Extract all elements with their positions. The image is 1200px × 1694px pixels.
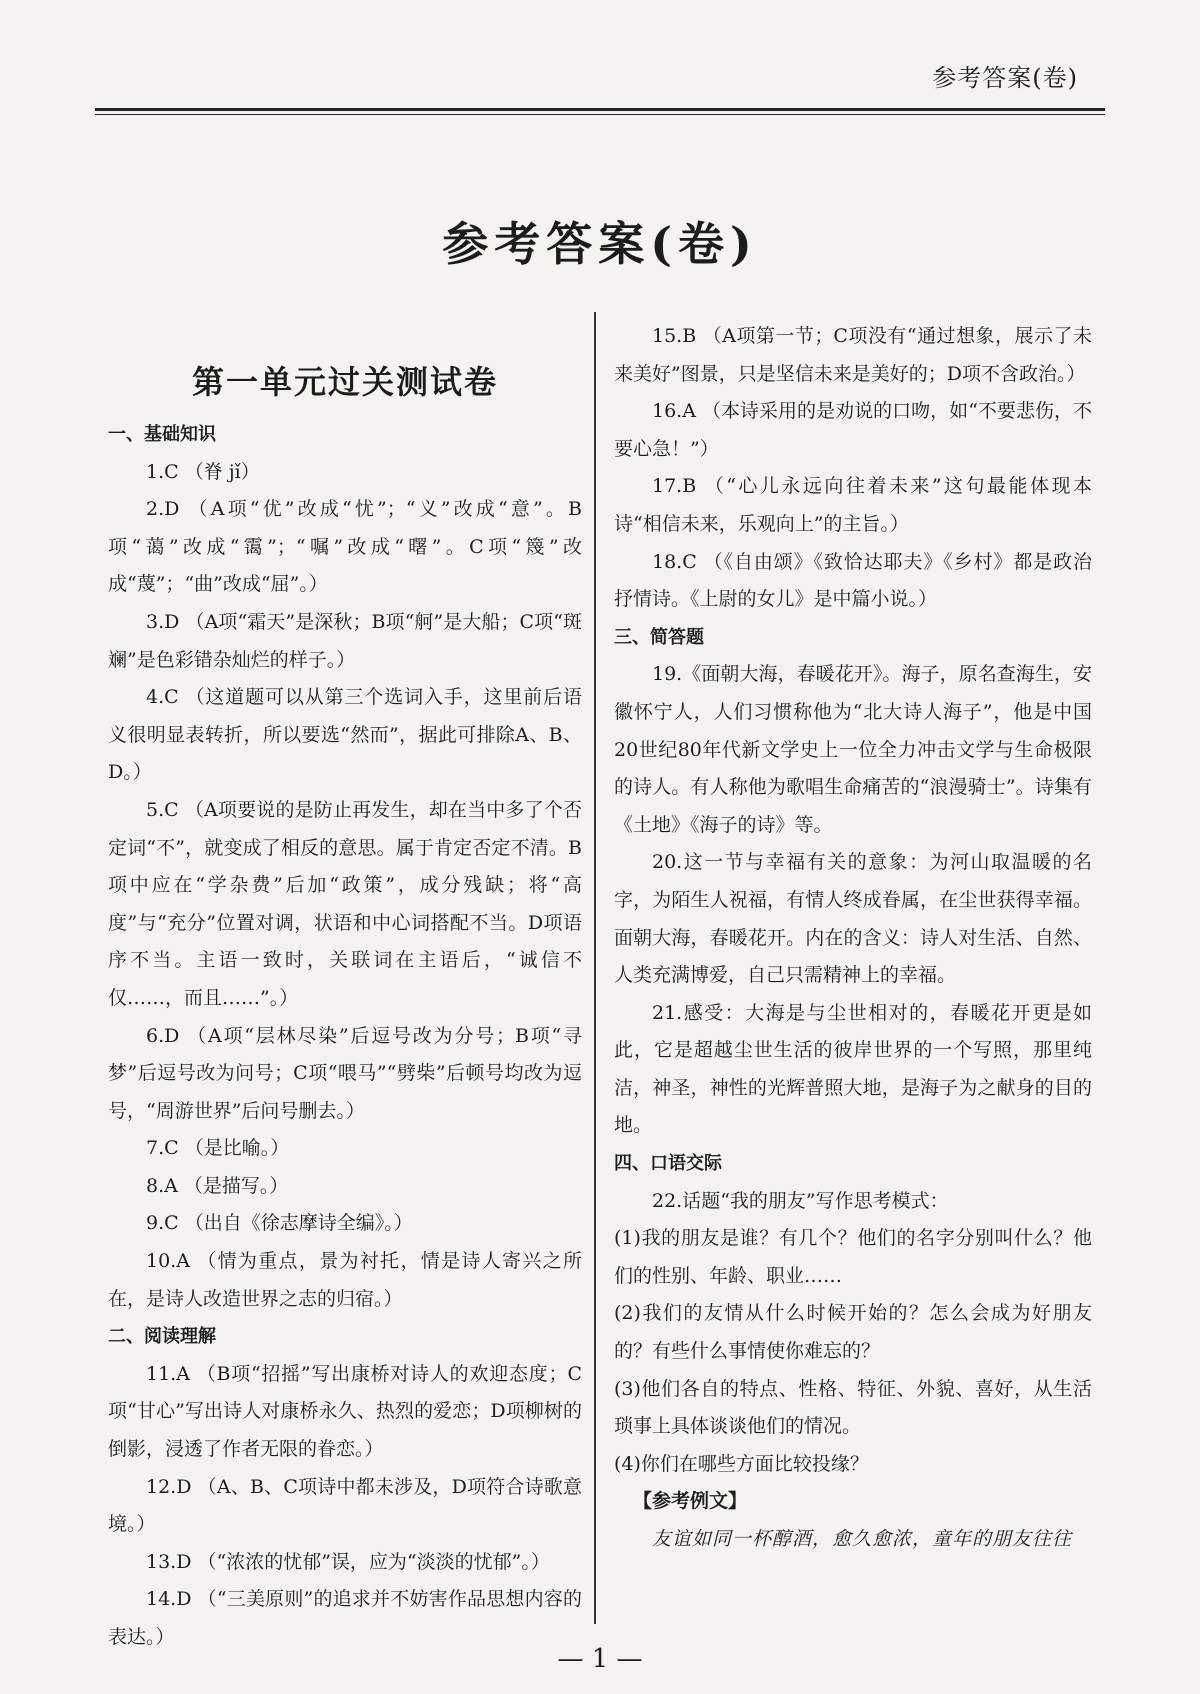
answer-subitem: (1)我的朋友是谁？有几个？他们的名字分别叫什么？他们的性别、年龄、职业……: [614, 1227, 1092, 1287]
header-rule: [95, 108, 1105, 115]
answer-item: 10.A （情为重点，景为衬托，情是诗人寄兴之所在，是诗人改造世界之志的归宿。）: [108, 1250, 582, 1310]
answer-item: 19.《面朝大海，春暖花开》。海子，原名查海生，安徽怀宁人，人们习惯称他为“北大诗人海子”，他是中国20世纪80年代新文学史上一位全力冲击文学与生命极限的诗人。有人称他为歌唱生命痛苦的“浪漫骑士”。诗集有《土地》《海子的诗》等。: [614, 663, 1092, 836]
answer-item: 18.C （《自由颂》《致恰达耶夫》《乡村》都是政治抒情诗。《上尉的女儿》是中篇小说。）: [614, 550, 1092, 611]
answer-item: 8.A （是描写。）: [146, 1174, 289, 1197]
section-heading: 四、口语交际: [614, 1153, 722, 1175]
running-header: 参考答案(卷): [932, 64, 1078, 92]
answer-item: 12.D （A、B、C项诗中都未涉及，D项符合诗歌意境。）: [108, 1475, 582, 1536]
page-title: 参考答案(卷): [442, 217, 758, 271]
answer-item: 20.这一节与幸福有关的意象：为河山取温暖的名字，为陌生人祝福，有情人终成眷属，在尘世获得幸福。面朝大海，春暖花开。内在的含义：诗人对生活、自然、人类充满博爱，自己只需精神上的幸福。: [614, 851, 1092, 987]
answer-item: 2.D （A项“优”改成“忧”；“义”改成“意”。B项“蔼”改成“霭”；“嘱”改成“曙”。C项“篾”改成“蔑”；“曲”改成“屈”。）: [108, 498, 582, 596]
section-heading: 一、基础知识: [108, 424, 216, 445]
unit-title: 第一单元过关测试卷: [191, 363, 498, 401]
answer-subitem: (2)我们的友情从什么时候开始的？怎么会成为好朋友的？有些什么事情使你难忘的？: [614, 1302, 1092, 1363]
answer-item: 6.D （A项“层林尽染”后逗号改为分号；B项“寻梦”后逗号改为问号；C项“喂马”“劈柴”后顿号均改为逗号，“周游世界”后问号删去。）: [108, 1024, 582, 1122]
answer-item: 15.B （A项第一节；C项没有“通过想象，展示了未来美好”图景，只是坚信未来是美好的；D项不含政治。）: [614, 325, 1092, 385]
left-column: [108, 352, 582, 1657]
answer-item: 14.D （“三美原则”的追求并不妨害作品思想内容的表达。）: [108, 1588, 582, 1648]
answer-item: 11.A （B项“招摇”写出康桥对诗人的欢迎态度；C项“甘心”写出诗人对康桥永久、热烈的爱恋；D项柳树的倒影，浸透了作者无限的眷恋。）: [108, 1362, 582, 1461]
answer-subitem: (3)他们各自的特点、性格、特征、外貌、喜好，从生活琐事上具体谈谈他们的情况。: [614, 1377, 1092, 1438]
answer-item: 3.D （A项“霜天”是深秋；B项“舸”是大船；C项“斑斓”是色彩错杂灿烂的样子。）: [108, 610, 582, 671]
answer-item: 7.C （是比喻。）: [146, 1137, 290, 1160]
answer-item: 1.C （脊 jǐ）: [146, 460, 260, 483]
sample-essay-label: 【参考例文】: [633, 1490, 748, 1513]
answer-item: 9.C （出自《徐志摩诗全编》。）: [146, 1212, 413, 1235]
answer-subitem: (4)你们在哪些方面比较投缘？: [614, 1452, 869, 1475]
section-heading: 二、阅读理解: [108, 1326, 216, 1348]
column-divider: [594, 312, 596, 1624]
answer-item: 21.感受：大海是与尘世相对的，春暖花开更是如此，它是超越尘世生活的彼岸世界的一个写照，那里纯洁，神圣，神性的光辉普照大地，是海子为之献身的目的地。: [614, 1001, 1092, 1137]
answer-item: 17.B （“心儿永远向往着未来”这句最能体现本诗“相信未来，乐观向上”的主旨。）: [614, 475, 1092, 535]
right-items: [614, 318, 1092, 1559]
right-column: [614, 318, 1092, 1559]
answer-item: 5.C （A项要说的是防止再发生，却在当中多了个否定词“不”，就变成了相反的意思。属于肯定否定不清。B项中应在“学杂费”后加“政策”，成分残缺；将“高度”与“充分”位置对调，状语和中心词搭配不当。D项语序不当。主语一致时，关联词在主语后，“诚信不仅……，而且……”。）: [108, 798, 582, 1009]
section-heading: 三、简答题: [614, 626, 704, 648]
page-number: — 1 —: [557, 1644, 643, 1674]
answer-item: 13.D （“浓浓的忧郁”误，应为“淡淡的忧郁”。）: [146, 1550, 550, 1573]
answer-item: 16.A （本诗采用的是劝说的口吻，如“不要悲伤，不要心急！”）: [614, 400, 1092, 460]
answer-item: 4.C （这道题可以从第三个选词入手，这里前后语义很明显表转折，所以要选“然而”，据此可排除A、B、D。）: [108, 686, 582, 784]
left-items: [108, 416, 582, 1657]
answer-item: 22.话题“我的朋友”写作思考模式：: [652, 1189, 949, 1212]
sample-essay-text: 友谊如同一杯醇酒，愈久愈浓，童年的朋友往往: [652, 1528, 1073, 1550]
